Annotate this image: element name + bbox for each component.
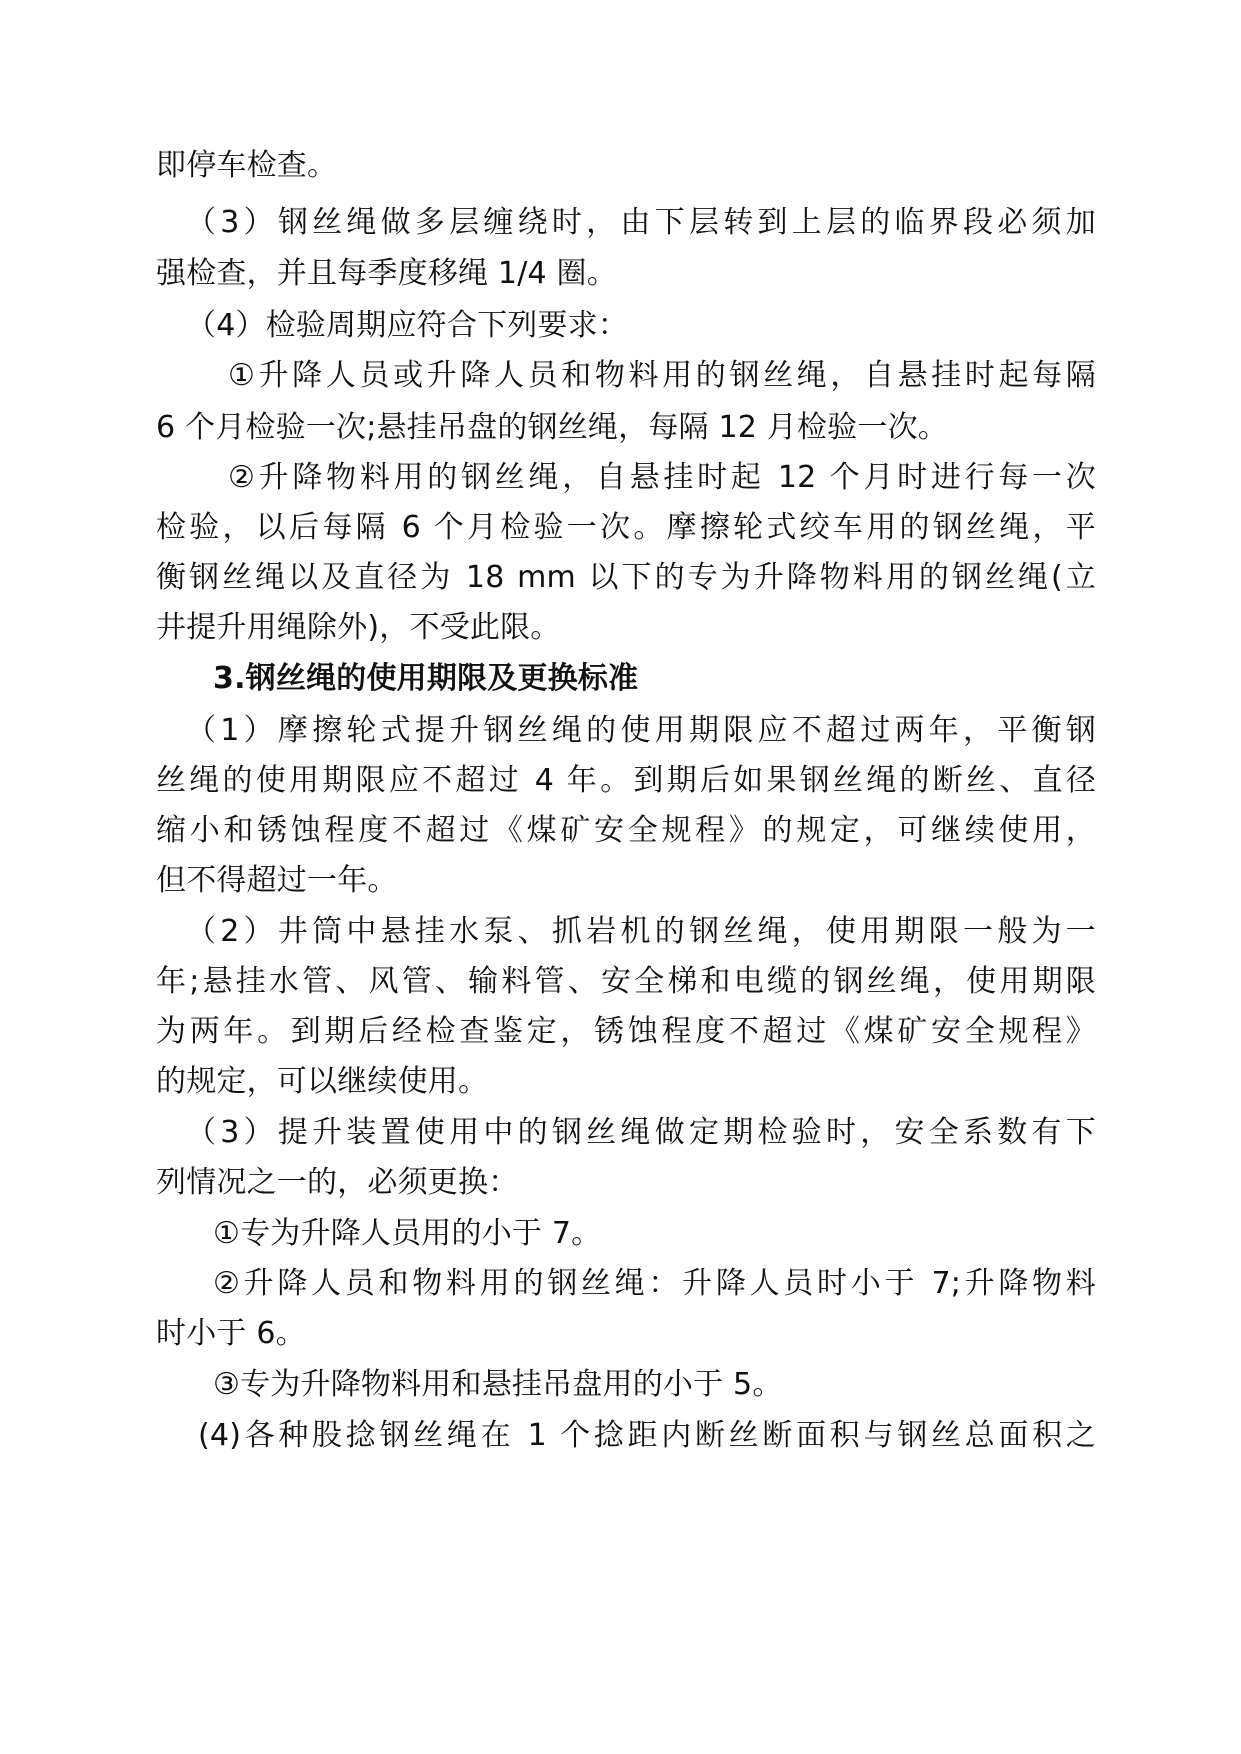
text-line: 丝绳的使用期限应不超过 4 年。到期后如果钢丝绳的断丝、直径 [156,763,1096,798]
text-line: （4）检验周期应符合下列要求： [186,308,629,343]
text-line: （3）钢丝绳做多层缠绕时，由下层转到上层的临界段必须加 [186,205,1096,240]
text-line: 但不得超过一年。 [156,863,398,898]
text-line: 衡钢丝绳以及直径为 18 mm 以下的专为升降物料用的钢丝绳(立 [156,560,1096,595]
text-line: 缩小和锈蚀程度不超过《煤矿安全规程》的规定，可继续使用， [156,813,1096,848]
text-line: （1）摩擦轮式提升钢丝绳的使用期限应不超过两年，平衡钢 [186,713,1096,748]
text-line: （3）提升装置使用中的钢丝绳做定期检验时，安全系数有下 [186,1115,1096,1150]
text-line: 的规定，可以继续使用。 [156,1064,489,1099]
text-line: ②升降人员和物料用的钢丝绳：升降人员时小于 7;升降物料 [213,1266,1096,1301]
text-line: 即停车检查。 [156,148,338,183]
text-line: 6 个月检验一次;悬挂吊盘的钢丝绳，每隔 12 月检验一次。 [156,410,948,445]
text-line: 为两年。到期后经检查鉴定，锈蚀程度不超过《煤矿安全规程》 [156,1014,1096,1049]
text-line: ②升降物料用的钢丝绳，自悬挂时起 12 个月时进行每一次 [228,460,1096,495]
text-line: 强检查，并且每季度移绳 1/4 圈。 [156,256,617,291]
text-line: 井提升用绳除外)，不受此限。 [156,610,561,645]
text-line: 年;悬挂水管、风管、输料管、安全梯和电缆的钢丝绳，使用期限 [156,964,1096,999]
text-line: 列情况之一的，必须更换： [156,1165,519,1200]
text-line: ①升降人员或升降人员和物料用的钢丝绳，自悬挂时起每隔 [228,358,1096,393]
text-line: ①专为升降人员用的小于 7。 [213,1216,602,1251]
text-line: （2）井筒中悬挂水泵、抓岩机的钢丝绳，使用期限一般为一 [186,914,1096,949]
text-line: ③专为升降物料用和悬挂吊盘用的小于 5。 [213,1367,783,1402]
text-line: 时小于 6。 [156,1316,306,1351]
text-line: 检验，以后每隔 6 个月检验一次。摩擦轮式绞车用的钢丝绳，平 [156,510,1096,545]
section-heading: 3.钢丝绳的使用期限及更换标准 [213,661,639,696]
text-line: (4)各种股捻钢丝绳在 1 个捻距内断丝断面积与钢丝总面积之 [198,1418,1096,1453]
